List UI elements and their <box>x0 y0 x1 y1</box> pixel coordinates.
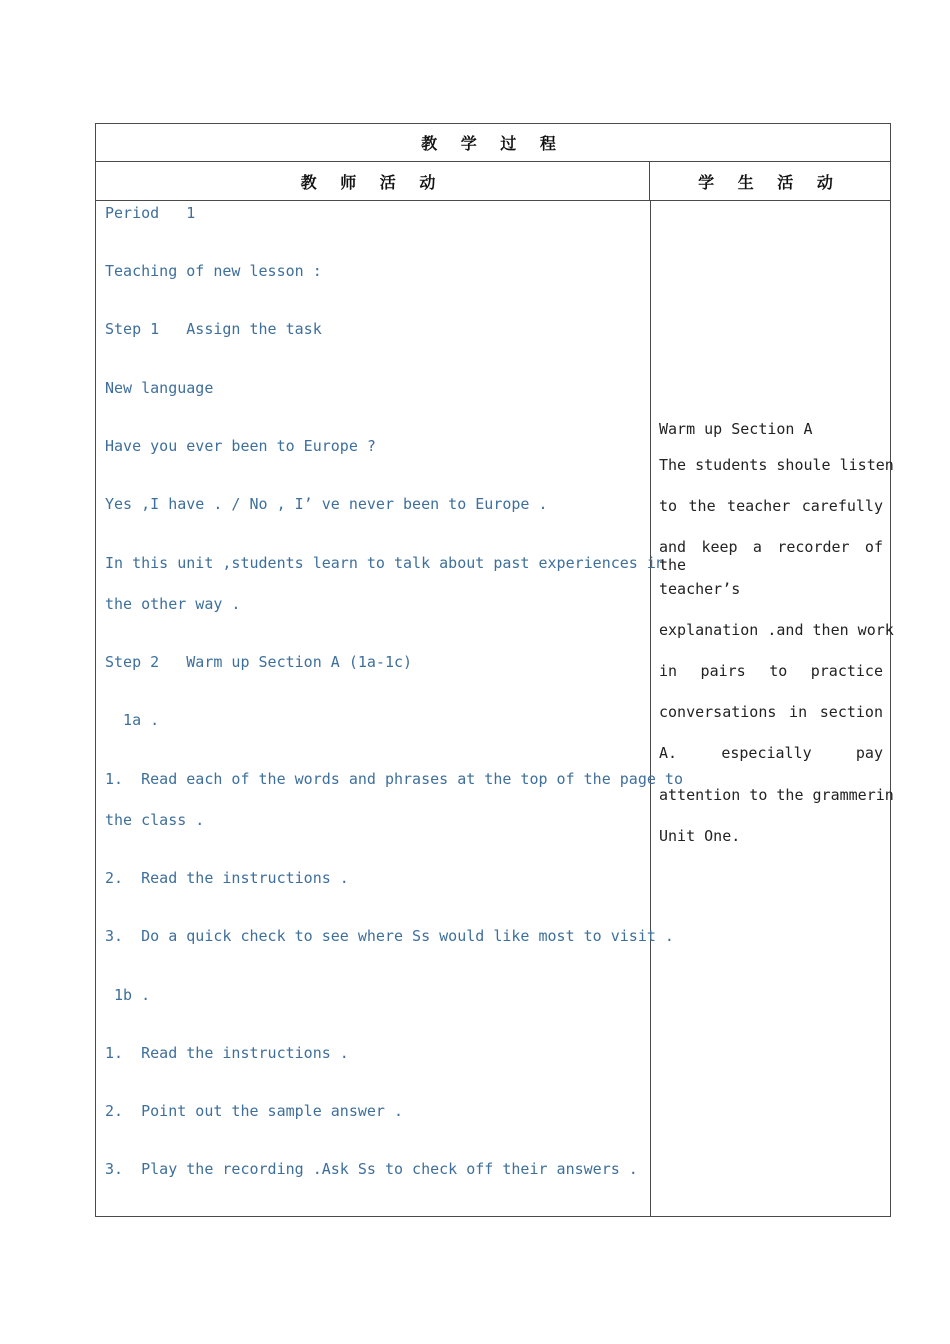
student-line: to the teacher carefully <box>659 497 883 515</box>
teacher-line: the class . <box>105 811 205 829</box>
student-line: teacher’s <box>659 580 741 598</box>
student-line: in pairs to practice <box>659 662 883 680</box>
teacher-line: Step 2 Warm up Section A (1a-1c) <box>105 653 413 671</box>
column-divider <box>650 201 651 1216</box>
student-line: explanation .and then work <box>659 621 894 639</box>
student-line: and keep a recorder of the <box>659 538 883 574</box>
teacher-activity-header: 教 师 活 动 <box>96 162 650 200</box>
teacher-line: 1b . <box>105 986 151 1004</box>
teacher-line: Step 1 Assign the task <box>105 320 322 338</box>
teacher-line: 2. Point out the sample answer . <box>105 1102 404 1120</box>
teacher-line: 1a . <box>105 711 160 729</box>
student-line: The students shoule listen <box>659 456 894 474</box>
student-line: attention to the grammerin <box>659 786 894 804</box>
table-header-row <box>96 162 890 201</box>
student-line: conversations in section <box>659 703 883 721</box>
teacher-line: Teaching of new lesson : <box>105 262 322 280</box>
student-line: Unit One. <box>659 827 741 845</box>
teacher-line: 3. Do a quick check to see where Ss would like most to visit . <box>105 927 674 945</box>
student-line: Warm up Section A <box>659 420 813 438</box>
teacher-line: Yes ,I have . / No , I’ ve never been to Europe . <box>105 495 548 513</box>
teacher-line: New language <box>105 379 214 397</box>
teacher-line: 3. Play the recording .Ask Ss to check off their answers . <box>105 1160 638 1178</box>
student-line: A. especially pay <box>659 744 883 762</box>
lesson-table <box>95 123 894 1217</box>
teacher-line: In this unit ,students learn to talk about past experiences in <box>105 554 665 572</box>
teacher-line: 1. Read each of the words and phrases at the top of the page to <box>105 770 683 788</box>
teacher-line: the other way . <box>105 595 241 613</box>
teacher-line: 2. Read the instructions . <box>105 869 349 887</box>
teacher-line: Have you ever been to Europe ? <box>105 437 376 455</box>
table-title: 教 学 过 程 <box>96 124 890 162</box>
teacher-line: Period 1 <box>105 204 196 222</box>
student-activity-header: 学 生 活 动 <box>698 172 842 192</box>
teacher-line: 1. Read the instructions . <box>105 1044 349 1062</box>
